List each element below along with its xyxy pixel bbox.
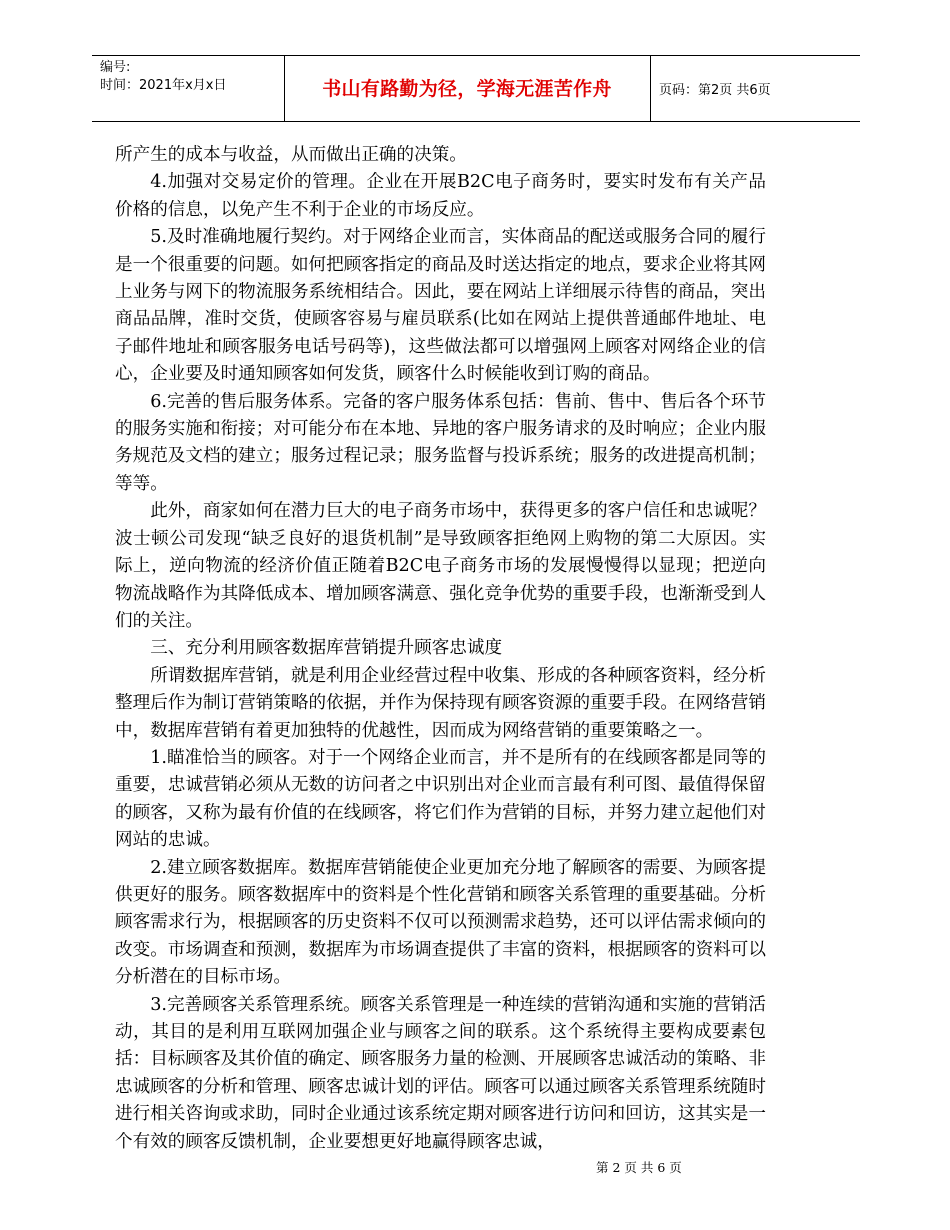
paragraph: 6.完善的售后服务体系。完备的客户服务体系包括：售前、售中、售后各个环节的服务实施和衔接；对可能分布在本地、异地的客户服务请求的及时响应；企业内服务规范及文档的建立；服务过程记录；服务监督与投诉系统；服务的改进提高机制；等等。	[115, 391, 766, 494]
paragraph: 5.及时准确地履行契约。对于网络企业而言，实体商品的配送或服务合同的履行是一个很重要的问题。如何把顾客指定的商品及时送达指定的地点，要求企业将其网上业务与网下的物流服务系统相结合。因此，要在网站上详细展示待售的商品，突出商品品牌，准时交货，使顾客容易与雇员联系(比如在网站上提供普通邮件地址、电子邮件地址和顾客服务电话号码等)，这些做法都可以增强网上顾客对网络企业的信心，企业要及时通知顾客如何发货，顾客什么时候能收到订购的商品。	[115, 227, 766, 385]
paragraph: 4.加强对交易定价的管理。企业在开展B2C电子商务时，要实时发布有关产品价格的信息，以免产生不利于企业的市场反应。	[115, 172, 766, 220]
header-bottom-rule	[92, 121, 860, 122]
paragraph: 此外，商家如何在潜力巨大的电子商务市场中，获得更多的客户信任和忠诚呢？波士顿公司发现“缺乏良好的退货机制”是导致顾客拒绝网上购物的第二大原因。实际上，逆向物流的经济价值正随着B2C电子商务市场的发展慢慢得以显现；把逆向物流战略作为其降低成本、增加顾客满意、强化竞争优势的重要手段，也渐渐受到人们的关注。	[115, 501, 766, 631]
number-label: 编号:	[100, 60, 131, 75]
page-footer: 第 2 页 共 6 页	[596, 1160, 682, 1175]
header-divider-right	[650, 55, 651, 122]
paragraph: 所产生的成本与收益，从而做出正确的决策。	[115, 145, 467, 165]
paragraph: 3.完善顾客关系管理系统。顾客关系管理是一种连续的营销沟通和实施的营销活动，其目的是利用互联网加强企业与顾客之间的联系。这个系统得主要构成要素包括：目标顾客及其价值的确定、顾客服务力量的检测、开展顾客忠诚活动的策略、非忠诚顾客的分析和管理、顾客忠诚计划的评估。顾客可以通过顾客关系管理系统随时进行相关咨询或求助，同时企业通过该系统定期对顾客进行访问和回访，这其实是一个有效的顾客反馈机制，企业要想更好地赢得顾客忠诚，	[115, 994, 766, 1152]
header-meta	[100, 59, 226, 95]
paragraph: 1.瞄准恰当的顾客。对于一个网络企业而言，并不是所有的在线顾客都是同等的重要，忠诚营销必须从无数的访问者之中识别出对企业而言最有利可图、最值得保留的顾客，又称为最有价值的在线顾客，将它们作为营销的目标，并努力建立起他们对网站的忠诚。	[115, 747, 766, 851]
body-text	[115, 142, 766, 1156]
paragraph: 2.建立顾客数据库。数据库营销能使企业更加充分地了解顾客的需要、为顾客提供更好的服务。顾客数据库中的资料是个性化营销和顾客关系管理的重要基础。分析顾客需求行为，根据顾客的历史资料不仅可以预测需求趋势，还可以评估需求倾向的改变。市场调查和预测，数据库为市场调查提供了丰富的资料，根据顾客的资料可以分析潜在的目标市场。	[115, 857, 766, 988]
time-label: 时间：2021年x月x日	[100, 78, 227, 93]
header-top-rule	[92, 55, 860, 56]
page-info: 页码：第2页 共6页	[659, 83, 771, 98]
section-heading: 三、充分利用顾客数据库营销提升顾客忠诚度	[150, 638, 503, 659]
paragraph: 所谓数据库营销，就是利用企业经营过程中收集、形成的各种顾客资料，经分析整理后作为制订营销策略的依据，并作为保持现有顾客资源的重要手段。在网络营销中，数据库营销有着更加独特的优越性，因而成为网络营销的重要策略之一。	[115, 665, 766, 741]
header-motto: 书山有路勤为径，学海无涯苦作舟	[322, 78, 612, 100]
